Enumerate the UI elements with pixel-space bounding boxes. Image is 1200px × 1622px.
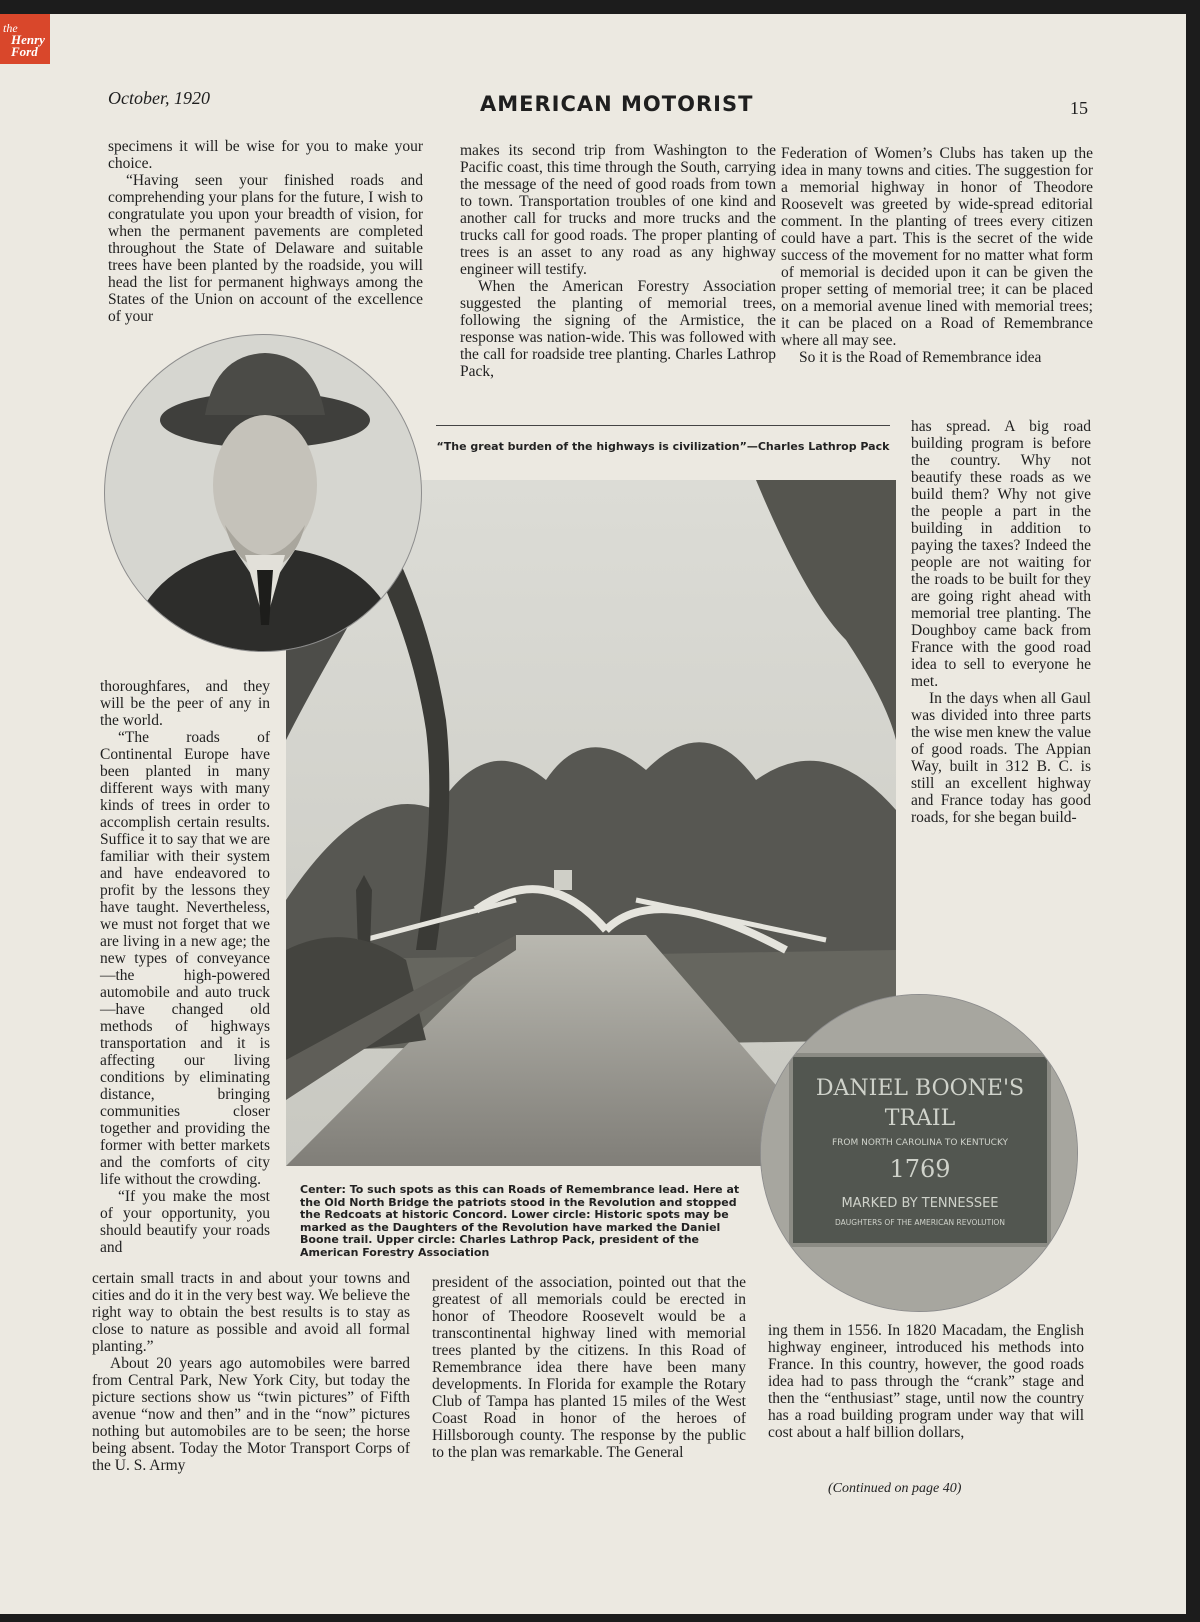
page-number: 15	[1070, 98, 1088, 118]
column-3-top	[781, 145, 1093, 366]
paragraph: “If you make the most of your opportunity, you should beautify your roads and	[100, 1188, 270, 1256]
henry-ford-logo[interactable]: the Henry Ford	[0, 14, 50, 64]
paragraph: president of the association, pointed out that the greatest of all memorials could be erected in honor of Theodore Roosevelt would be a transcontinental highway lined with memorial trees planted by the citizens. In this Road of Remembrance idea there have been many developments. In Florida for example the Rotary Club of Tampa has planted 15 miles of the West Coast Road in honor of the heroes of Hillsborough county. The response by the public to the plan was remarkable. The General	[432, 1274, 746, 1461]
paragraph: “Having seen your finished roads and comprehending your plans for the future, I wish to congratulate you upon your breadth of vision, for when the permanent pavements are completed throughout the State of Delaware and suitable trees have been planted by the roadside, you will head the list for permanent highways among the States of the Union on account of the excellence of your	[108, 172, 423, 325]
paragraph: makes its second trip from Washington to the Pacific coast, this time through the South, carrying the message of the need of good roads from town to town. Transportation troubles of one kind and another call for trucks and more trucks and the trucks call for good roads. The proper planting of trees is an asset to any road as any highway engineer will testify.	[460, 142, 776, 278]
column-1-top	[108, 138, 423, 325]
paragraph: has spread. A big road building program is before the country. Why not beautify these roads as we build them? Why not give the people a part in the building in addition to paying the taxes? Indeed the people are not waiting for the roads to be built for they are going right ahead with memorial tree planting. The Doughboy came back from France with the good road idea to sell to everyone he met.	[911, 418, 1091, 690]
plaque-line-5: MARKED BY TENNESSEE	[841, 1196, 999, 1211]
paragraph: So it is the Road of Remembrance idea	[799, 349, 1042, 366]
paragraph: In the days when all Gaul was divided into three parts the wise men knew the value of good roads. The Appian Way, built in 312 B. C. is still an excellent highway and France today has good roads, for she began build-	[911, 690, 1091, 826]
column-left-narrow	[100, 678, 270, 1256]
paragraph: certain small tracts in and about your towns and cities and do it in the very best way. We believe the right way to obtain the best results is to stay as close to nature as possible and avoid all formal planting.”	[92, 1270, 410, 1355]
charles-lathrop-pack-portrait	[104, 334, 422, 652]
issue-date: October, 1920	[108, 88, 210, 108]
continued-note: (Continued on page 40)	[828, 1481, 962, 1496]
paragraph: About 20 years ago automobiles were barred from Central Park, New York City, but today the picture sections show us “twin pictures” of Fifth avenue “now and then” and in the “now” pictures nothing but automobiles are to be seen; the horse being absent. Today the Motor Transport Corps of the U. S. Army	[92, 1355, 410, 1474]
paragraph: “The roads of Continental Europe have been planted in many different ways with many kinds of trees in order to accomplish certain results. Suffice it to say that we are familiar with their system and have endeavored to profit by the lessons they have taught. Nevertheless, we must not forget that we are living in a new age; the new types of conveyance—the high-powered automobile and auto truck—have changed old methods of highways transportation and it is affecting our living conditions by eliminating distance, bringing communities closer together and providing the former with better markets and the comforts of city life without the crowding.	[100, 729, 270, 1188]
paragraph: When the American Forestry Association suggested the planting of memorial trees, following the signing of the Armistice, the response was nation-wide. This was followed with the call for roadside tree planting. Charles Lathrop Pack,	[460, 278, 776, 380]
daniel-boone-trail-plaque-photo	[760, 994, 1078, 1312]
magazine-title: AMERICAN MOTORIST	[480, 92, 754, 116]
plaque-line-2: TRAIL	[884, 1106, 956, 1131]
paragraph: specimens it will be wise for you to make your choice.	[108, 138, 423, 172]
magazine-page	[0, 14, 1186, 1614]
column-right-narrow	[911, 418, 1091, 826]
column-3-bottom	[768, 1322, 1084, 1441]
pull-quote: “The great burden of the highways is civilization”—Charles Lathrop Pack	[436, 440, 890, 453]
plaque-line-4: 1769	[889, 1155, 951, 1183]
plaque-line-1: DANIEL BOONE'S	[815, 1076, 1025, 1101]
column-1-bottom	[92, 1270, 410, 1474]
column-2-top	[460, 142, 776, 380]
pull-quote-rule	[436, 425, 890, 426]
column-2-bottom	[432, 1274, 746, 1461]
plaque-line-6: DAUGHTERS OF THE AMERICAN REVOLUTION	[835, 1218, 1005, 1227]
paragraph: ing them in 1556. In 1820 Macadam, the English highway engineer, introduced his methods into France. In this country, however, the good roads idea had to pass through the “crank” stage and then the “enthusiast” stage, until now the country has a road building program under way that will cost about a half billion dollars,	[768, 1322, 1084, 1441]
plaque-line-3: FROM NORTH CAROLINA TO KENTUCKY	[831, 1138, 1009, 1148]
paragraph: thoroughfares, and they will be the peer of any in the world.	[100, 678, 270, 729]
paragraph: Federation of Women’s Clubs has taken up the idea in many towns and cities. The suggestion for a memorial highway in honor of Theodore Roosevelt was greeted by wide-spread editorial comment. In the planting of trees every citizen could have a part. This is the secret of the wide success of the movement for no matter what form of memorial is decided upon it can be given the proper setting of memorial tree; it can be placed on a memorial avenue lined with memorial trees; it can be placed on a Road of Remembrance where all may see.	[781, 145, 1093, 349]
photo-caption: Center: To such spots as this can Roads of Remembrance lead. Here at the Old North Bridge the patriots stood in the Revolution and stopped the Redcoats at historic Concord. Lower circle: Historic spots may be marked as the Daughters of the Revolution have marked the Daniel Boone trail. Upper circle: Charles Lathrop Pack, president of the American Forestry Association	[300, 1183, 740, 1259]
